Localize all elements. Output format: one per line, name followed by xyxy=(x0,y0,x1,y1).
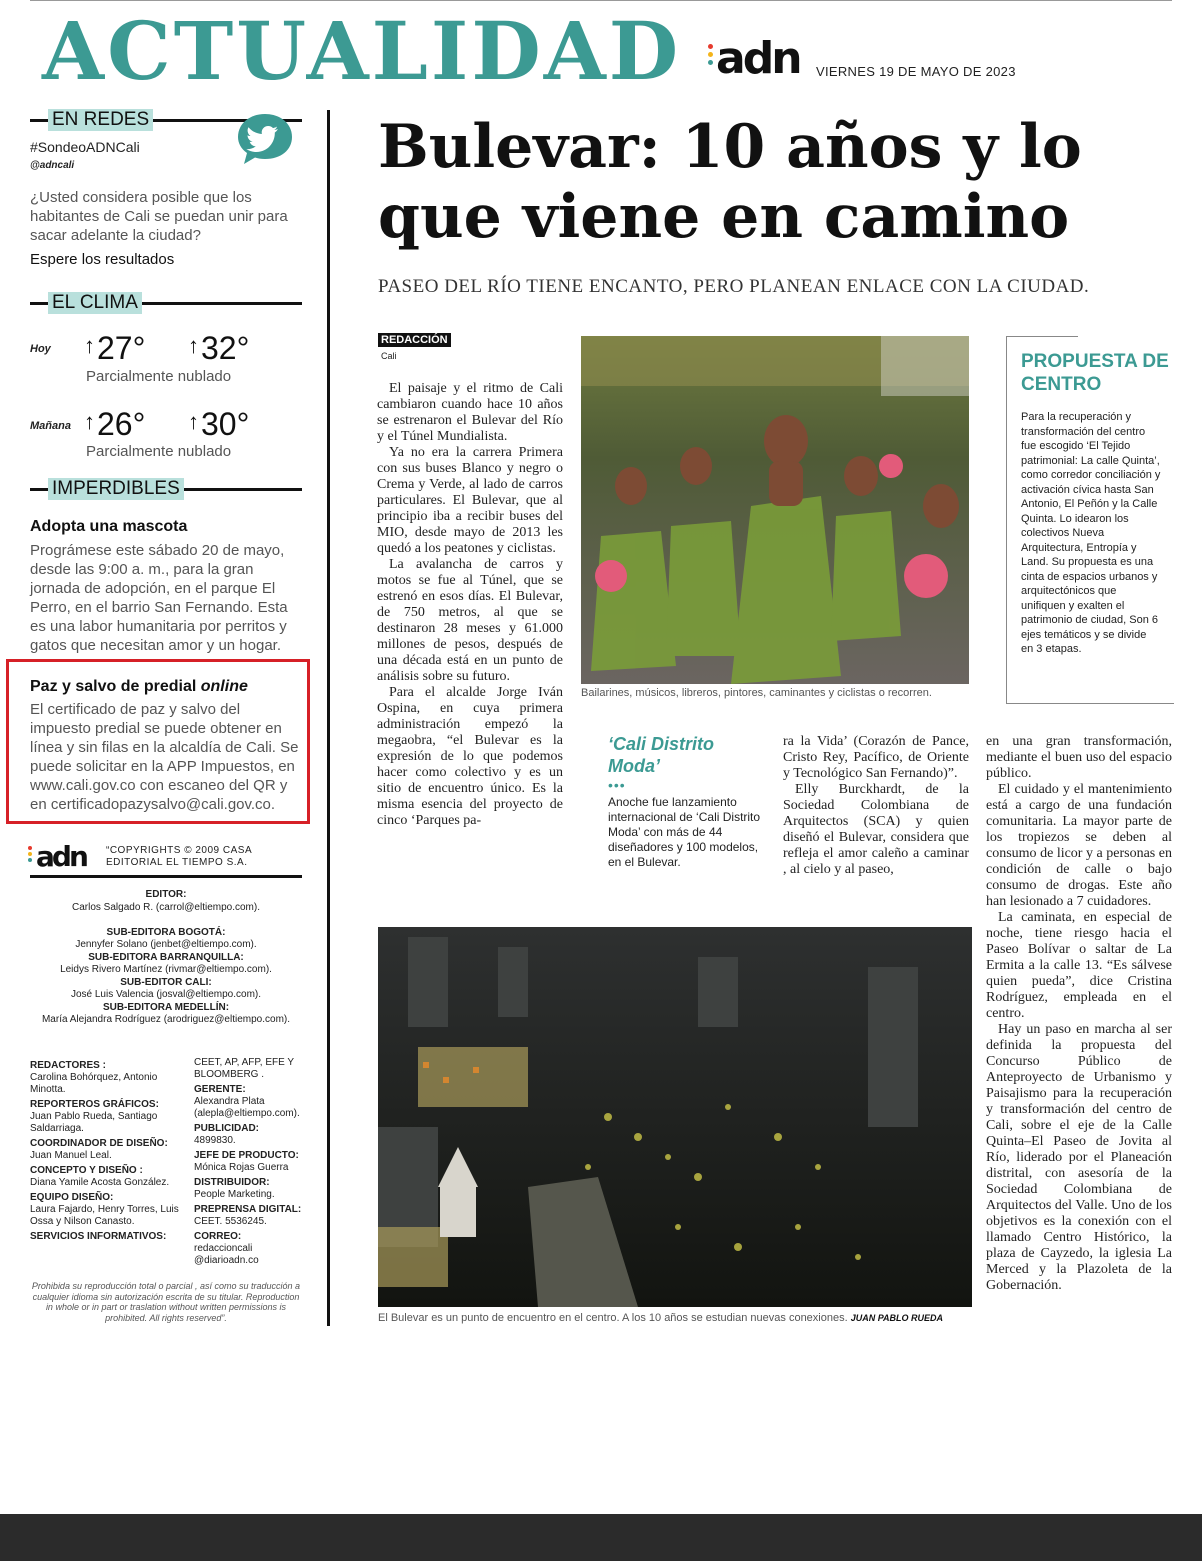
sidebar-box xyxy=(1006,336,1174,704)
logo-text: adn xyxy=(716,33,800,84)
caption-text: El Bulevar es un punto de encuentro en el centro. A los 10 años se estudian nuevas conexiones. xyxy=(378,1312,848,1324)
credit-label: REPORTEROS GRÁFICOS: xyxy=(30,1099,159,1110)
article-column-3 xyxy=(783,734,969,878)
column-divider xyxy=(327,110,330,1326)
credit-value: 4899830. xyxy=(194,1135,236,1146)
paragraph: La avalancha de carros y motos se fue al Túnel, que se estrenó en esos días. El Bulevar, de 750 metros, al que se destinaron 28 meses y 61.000 millones de pesos, después de una década está en un punto de análisis sobre su futuro. xyxy=(377,557,563,684)
credit-label: PUBLICIDAD: xyxy=(194,1123,259,1134)
credit-label: EDITOR: xyxy=(145,889,187,900)
credit-label: GERENTE: xyxy=(194,1084,246,1095)
imperdibles-tag: IMPERDIBLES xyxy=(48,478,184,500)
arrow-up-icon: ↑ xyxy=(188,409,199,434)
credit-value: José Luis Valencia (josval@eltiempo.com). xyxy=(70,989,262,1000)
credit-label: PREPRENSA DIGITAL: xyxy=(194,1204,302,1215)
credit-value: Laura Fajardo, Henry Torres, Luis Ossa y Nilson Canasto. xyxy=(30,1204,179,1227)
staff-credits-left xyxy=(30,1057,188,1243)
arrow-up-icon: ↑ xyxy=(188,333,199,358)
credit-value: People Marketing. xyxy=(194,1189,275,1200)
issue-date: VIERNES 19 DE MAYO DE 2023 xyxy=(816,64,1016,79)
weather-max-temp xyxy=(188,406,249,443)
article-column-1 xyxy=(377,381,563,829)
credit-value: Juan Pablo Rueda, Santiago Saldarriaga. xyxy=(30,1111,158,1134)
en-redes-tag: EN REDES xyxy=(48,109,153,131)
paragraph: La caminata, en especial de noche, tiene riesgo hacia el Paseo Bolívar o saltar de La Ermita a la calle 13. “Es sálvese quien pueda”, dice Cristina Rodríguez, empleada en el centro. xyxy=(986,910,1172,1021)
credit-value: Jennyfer Solano (jenbet@eltiempo.com). xyxy=(75,939,257,950)
paragraph: ra la Vida’ (Corazón de Pance, Cristo Rey, Pacífico, de Oriente y Tecnológico San Fernando)”. xyxy=(783,734,969,781)
twitter-bubble-icon xyxy=(236,112,294,166)
credit-value: Mónica Rojas Guerra xyxy=(194,1162,289,1173)
hashtag: #SondeoADNCali xyxy=(30,139,140,155)
credit-value: Carlos Salgado R. (carrol@eltiempo.com). xyxy=(72,901,260,913)
credit-value: María Alejandra Rodríguez (arodriguez@eltiempo.com). xyxy=(41,1014,291,1025)
top-rule xyxy=(30,0,1172,1)
credit-label: SUB-EDITOR CALI: xyxy=(120,976,212,988)
poll-result: Espere los resultados xyxy=(30,251,175,268)
paragraph: Ya no era la carrera Primera con sus buses Blanco y negro o Crema y Verde, al lado de carros particulares. El Bulevar, que al principio iba a recibir buses del MIO, desde mayo de 2013 les quedó a los peatones y ciclistas. xyxy=(377,445,563,556)
subheadline: PASEO DEL RÍO TIENE ENCANTO, PERO PLANEAN ENLACE CON LA CIUDAD. xyxy=(378,276,1090,297)
divider xyxy=(30,875,302,878)
credit-value: Carolina Bohórquez, Antonio Minotta. xyxy=(30,1072,158,1095)
paragraph: El paisaje y el ritmo de Cali cambiaron cuando hace 10 años se estrenaron el Bulevar del Río y el Túnel Mundialista. xyxy=(377,381,563,444)
credit-label: REDACTORES : xyxy=(30,1060,106,1071)
photo-caption: Bailarines, músicos, libreros, pintores, caminantes y ciclistas o recorren. xyxy=(581,687,932,699)
temp-value: 26° xyxy=(97,406,146,442)
paragraph: Elly Burckhardt, de la Sociedad Colombiana de Arquitectos (SCA) y quien diseñó el Bulevar, considera que refleja el amor caleño a caminar , al cielo y al paseo, xyxy=(783,782,969,877)
clima-tag: EL CLIMA xyxy=(48,292,142,314)
pullout-dots-icon: ••• xyxy=(608,777,626,793)
credit-label: SUB-EDITORA BARRANQUILLA: xyxy=(88,951,244,963)
copyright-notice: “COPYRIGHTS © 2009 CASA EDITORIAL EL TIEMPO S.A. xyxy=(106,845,252,868)
item-text: Prográmese este sábado 20 de mayo, desde las 9:00 a. m., para la gran jornada de adopción, en el parque El Perro, en el barrio San Fernando. Esta es una labor humanitaria por perritos y gatos que necesitan amor y un hogar. xyxy=(30,542,288,654)
logo-text: adn xyxy=(36,840,86,873)
credit-label: CONCEPTO Y DISEÑO : xyxy=(30,1165,143,1176)
credit-value: CEET. 5536245. xyxy=(194,1216,267,1227)
twitter-handle: @adncali xyxy=(30,160,75,171)
logo-dots-icon xyxy=(28,846,33,865)
temp-value: 32° xyxy=(201,330,250,366)
imperdibles-header xyxy=(30,478,302,500)
pullout-title: ‘Cali Distrito Moda’ xyxy=(608,734,715,776)
paragraph: en una gran transformación, mediante el buen uso del espacio público. xyxy=(986,734,1172,781)
adn-logo-small xyxy=(36,842,86,872)
weather-day-label: Mañana xyxy=(30,420,71,432)
article-column-4 xyxy=(986,734,1172,1294)
credit-value: Juan Manuel Leal. xyxy=(30,1150,112,1161)
weather-min-temp xyxy=(84,330,145,367)
weather-min-temp xyxy=(84,406,145,443)
pullout xyxy=(608,733,770,870)
temp-value: 27° xyxy=(97,330,146,366)
credit-value: redaccioncali @diarioadn.co xyxy=(194,1243,259,1266)
poll-question: ¿Usted considera posible que los habitantes de Cali se puedan unir para sacar adelante la ciudad? xyxy=(30,189,288,244)
item-text: El certificado de paz y salvo del impuesto predial se puede obtener en línea y sin filas en la alcaldía de Cali. Se puede solicitar en la APP Impuestos, en www.cali.gov.co con escaneo del QR y en certificadopazysalvo@cali.gov.co. xyxy=(30,701,299,813)
credit-value: Diana Yamile Acosta González. xyxy=(30,1177,170,1188)
dateline-city: Cali xyxy=(381,351,397,361)
paragraph: Para el alcalde Jorge Iván Ospina, en cuya primera administración empezó la megaobra, “el Bulevar es la expresión de lo que podemos hacer como colectivo y es un sitio de encuentro único. Es la misma esencia del proyecto de cinco ‘Parques pa- xyxy=(377,685,563,828)
credit-label: JEFE DE PRODUCTO: xyxy=(194,1150,299,1161)
credit-label: CORREO: xyxy=(194,1231,242,1242)
sidebar-text: Para la recuperación y transformación del centro fue escogido ‘El Tejido patrimonial: La calle Quinta’, como corredor conciliación y activación cívica hasta San Antonio, El Peñón y la Calle Quinta. Lo idearon los colectivos Nueva Arquitectura, Entropía y Land. Su propuesta es una cinta de espacios urbanos y arquitectónicos que unifiquen y exalten el patrimonio de ciudad, Son 6 ejes temáticos y se divide en 3 etapas. xyxy=(1021,411,1161,655)
item-title xyxy=(30,678,248,696)
weather-desc: Parcialmente nublado xyxy=(86,368,232,385)
item-title-em: online xyxy=(200,678,248,695)
temp-value: 30° xyxy=(201,406,250,442)
credit-label: COORDINADOR DE DISEÑO: xyxy=(30,1138,168,1149)
item-title-text: Paz y salvo de predial xyxy=(30,678,201,695)
arrow-up-icon: ↑ xyxy=(84,409,95,434)
sidebar-title: PROPUESTA DE CENTRO xyxy=(1021,351,1169,395)
arrow-up-icon: ↑ xyxy=(84,333,95,358)
weather-day-label: Hoy xyxy=(30,343,51,355)
weather-desc: Parcialmente nublado xyxy=(86,443,232,460)
paragraph: Hay un paso en marcha al ser definida la propuesta del Concurso Público de Anteproyecto de Urbanismo y Paisajismo para la recuperación y transformación del centro de Cali, sobre el eje de la Calle Quinta–El Paseo de Jovita al Río, liderado por el Planeación distrital, con asesoría de la Sociedad Colombiana de Arquitectos del Valle. Uno de los objetivos es la conexión con el llamado Centro Histórico, la plaza de Cayzedo, la iglesia La Merced y la Plazoleta de la Gobernación. xyxy=(986,1022,1172,1293)
headline: Bulevar: 10 años y lo que viene en camino xyxy=(378,112,1082,252)
byline: REDACCIÓN xyxy=(378,333,451,347)
weather-max-temp xyxy=(188,330,249,367)
night-city-photo xyxy=(378,927,972,1307)
legal-notice: Prohibida su reproducción total o parcial , así como su traducción a cualquier idioma sin autorización escrita de su titular. Reproduction in whole or in part or traslation without written permissions is prohibited. All rights reserved”. xyxy=(31,1281,301,1323)
paragraph: El cuidado y el mantenimiento está a cargo de una fundación comunitaria. La mayor parte de los tropiezos se deben al consumo de licor y a personas en condición de calle o bajo consumo de drogas. Este año han lesionado a 7 cuidadores. xyxy=(986,782,1172,909)
adn-logo xyxy=(716,33,800,84)
credit-label: DISTRIBUIDOR: xyxy=(194,1177,270,1188)
credit-value: Alexandra Plata (alepla@eltiempo.com). xyxy=(194,1096,300,1119)
credit-label: SERVICIOS INFORMATIVOS: xyxy=(30,1231,167,1242)
credit-value: CEET, AP, AFP, EFE Y BLOOMBERG . xyxy=(194,1057,294,1080)
dancers-photo xyxy=(581,336,969,684)
item-title: Adopta una mascota xyxy=(30,518,188,535)
pullout-text: Anoche fue lanzamiento internacional de ‘Cali Distrito Moda’ con más de 44 diseñadores y 100 modelos, en el Bulevar. xyxy=(608,795,761,869)
section-title: ACTUALIDAD xyxy=(42,4,682,98)
credit-value: Leidys Rivero Martínez (rivmar@eltiempo.com). xyxy=(60,964,272,975)
credit-label: SUB-EDITORA BOGOTÁ: xyxy=(106,926,226,938)
logo-dots-icon xyxy=(708,44,713,68)
staff-credits-right xyxy=(194,1057,304,1267)
photo-credit: JUAN PABLO RUEDA xyxy=(850,1313,944,1323)
credit-label: EQUIPO DISEÑO: xyxy=(30,1192,114,1203)
credit-label: SUB-EDITORA MEDELLÍN: xyxy=(102,1001,230,1013)
staff-credits xyxy=(30,889,302,1027)
photo-caption xyxy=(378,1312,943,1324)
bottom-bar xyxy=(0,1514,1202,1561)
clima-header xyxy=(30,292,302,314)
